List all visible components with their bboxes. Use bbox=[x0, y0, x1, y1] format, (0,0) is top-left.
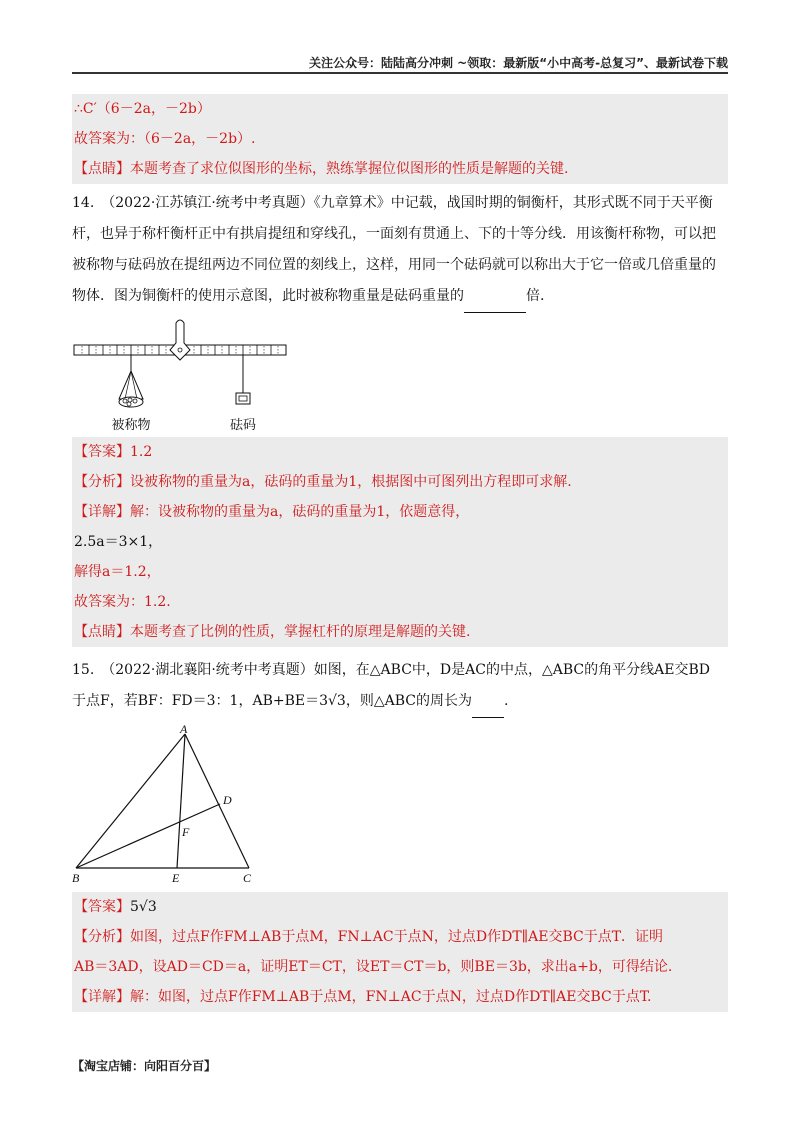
comment-tag: 【点睛】 bbox=[74, 161, 130, 177]
q14-stem-tail: 倍. bbox=[526, 288, 545, 304]
q14-stem bbox=[72, 188, 728, 313]
q14-final-line bbox=[72, 587, 728, 617]
q15-analysis-line1 bbox=[72, 922, 728, 952]
q14-detail-line bbox=[72, 497, 728, 527]
prev-comment-line bbox=[72, 154, 728, 184]
q15-stem-line2 bbox=[72, 686, 728, 718]
prev-answer-line bbox=[72, 124, 728, 154]
q14-eq1-line bbox=[72, 527, 728, 557]
q15-answer-line bbox=[72, 892, 728, 922]
q14-detail: 解：设被称物的重量为a，砝码的重量为1，依题意得， bbox=[130, 504, 470, 520]
label-weight: 砝码 bbox=[229, 418, 257, 433]
object-basket bbox=[119, 371, 143, 399]
q15-stem-text: 于点F，若BF：FD＝3：1，AB+BE＝3√3，则△ABC的周长为 bbox=[72, 693, 472, 709]
comment-tag: 【点睛】 bbox=[74, 624, 130, 640]
label-F: F bbox=[182, 825, 190, 839]
balance-rod-diagram bbox=[72, 313, 302, 435]
label-A: A bbox=[180, 722, 188, 736]
prev-conclusion: ∴C′（6－2a，－2b） bbox=[74, 101, 211, 117]
q15-answer-blank bbox=[472, 686, 504, 718]
q14-final: 故答案为：1.2. bbox=[74, 594, 171, 610]
q15-stem-line1: 15. （2022·湖北襄阳·统考中考真题）如图，在△ABC中，D是AC的中点，△ABC的角平分线AE交BD bbox=[72, 662, 710, 678]
detail-tag: 【详解】 bbox=[74, 989, 130, 1005]
q14-figure bbox=[72, 313, 728, 435]
q14-stem-text: 14. （2022·江苏镇江·统考中考真题）《九章算术》中记载，战国时期的铜衡杆，其形式既不同于天平衡杆，也异于称杆衡杆正中有拱肩提纽和穿线孔，一面刻有贯通上、下的十等分线．用该衡杆称物，可以把被称物与砝码放在提纽两边不同位置的刻线上，这样，用同一个砝码就可以称出大于它一倍或几倍重量的物体．图为铜衡杆的使用示意图，此时被称物重量是砝码重量的 bbox=[72, 195, 716, 304]
segment-bd bbox=[76, 804, 220, 868]
q14-eq1: 2.5a＝3×1， bbox=[74, 534, 163, 550]
q15-figure bbox=[72, 722, 728, 890]
answer-tag: 【答案】 bbox=[74, 899, 130, 915]
q15-analysis-line2 bbox=[72, 952, 728, 982]
q15-answer: 5√3 bbox=[130, 899, 157, 915]
triangle-diagram bbox=[72, 722, 272, 890]
q14-eq2-line bbox=[72, 557, 728, 587]
q14-answer-blank bbox=[464, 281, 526, 313]
q14-answer-line bbox=[72, 437, 728, 467]
label-E: E bbox=[172, 871, 180, 885]
q14-eq2: 解得a＝1.2， bbox=[74, 564, 161, 580]
label-B: B bbox=[72, 871, 80, 885]
prev-result-line bbox=[72, 94, 728, 124]
analysis-tag: 【分析】 bbox=[74, 474, 130, 490]
page-header: 关注公众号：陆陆高分冲刺 ~领取：最新版“小中高考-总复习”、最新试卷下载 bbox=[309, 56, 728, 70]
q14-comment-line bbox=[72, 617, 728, 647]
q15-analysis-2: AB＝3AD，设AD＝CD＝a，证明ET＝CT，设ET＝CT＝b，则BE＝3b，求出a+b，可得结论. bbox=[74, 959, 673, 975]
comment-text: 本题考查了求位似图形的坐标，熟练掌握位似图形的性质是解题的关键. bbox=[130, 161, 569, 177]
prev-answer-label: 故答案为： bbox=[74, 131, 144, 147]
detail-tag: 【详解】 bbox=[74, 504, 130, 520]
q15-stem-end: . bbox=[503, 693, 509, 709]
document-body bbox=[72, 92, 728, 1012]
q15-detail-1: 解：如图，过点F作FM⊥AB于点M，FN⊥AC于点N，过点D作DT∥AE交BC于点T. bbox=[130, 989, 652, 1005]
page-footer: 【淘宝店铺：向阳百分百】 bbox=[72, 1059, 217, 1073]
q14-answer: 1.2 bbox=[130, 444, 153, 460]
answer-tag: 【答案】 bbox=[74, 444, 130, 460]
q14-analysis: 设被称物的重量为a，砝码的重量为1，根据图中可图列出方程即可求解. bbox=[130, 474, 572, 490]
side-ac bbox=[185, 734, 249, 868]
q15-detail-line bbox=[72, 982, 728, 1012]
q15-analysis-1: 如图，过点F作FM⊥AB于点M，FN⊥AC于点N，过点D作DT∥AE交BC于点T．证明 bbox=[130, 929, 664, 945]
prev-answer-value: （6－2a，－2b）. bbox=[144, 131, 256, 147]
label-object: 被称物 bbox=[111, 418, 151, 433]
q14-comment: 本题考查了比例的性质，掌握杠杆的原理是解题的关键. bbox=[130, 624, 471, 640]
header-rule bbox=[72, 72, 728, 74]
label-C: C bbox=[243, 871, 252, 885]
q14-analysis-line bbox=[72, 467, 728, 497]
side-ab bbox=[76, 734, 185, 868]
bisector-ae bbox=[177, 734, 185, 868]
q15-stem bbox=[72, 655, 728, 718]
analysis-tag: 【分析】 bbox=[74, 929, 130, 945]
weight-block bbox=[236, 393, 250, 404]
label-D: D bbox=[223, 793, 232, 807]
